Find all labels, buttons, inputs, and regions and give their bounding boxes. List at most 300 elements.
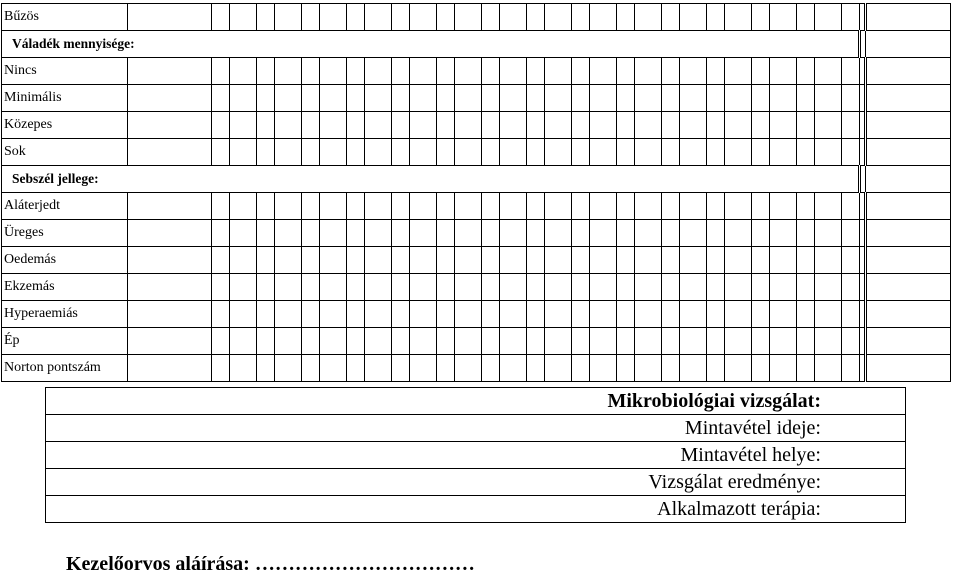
grid-cell[interactable] [527,4,545,31]
grid-cell[interactable] [815,4,842,31]
grid-cell[interactable] [128,328,212,355]
grid-cell[interactable] [590,193,617,220]
grid-cell[interactable] [725,85,752,112]
grid-cell[interactable] [572,139,590,166]
grid-cell[interactable] [866,328,951,355]
grid-cell[interactable] [680,247,707,274]
grid-cell[interactable] [212,247,230,274]
grid-cell[interactable] [635,355,662,382]
grid-cell[interactable] [635,58,662,85]
grid-cell[interactable] [842,193,860,220]
grid-cell[interactable] [212,328,230,355]
grid-cell[interactable] [770,247,797,274]
grid-cell[interactable] [437,85,455,112]
grid-cell[interactable] [410,85,437,112]
grid-cell[interactable] [635,328,662,355]
grid-cell[interactable] [128,58,212,85]
grid-cell[interactable] [392,112,410,139]
grid-cell[interactable] [275,274,302,301]
grid-cell[interactable] [455,274,482,301]
grid-cell[interactable] [230,274,257,301]
grid-cell[interactable] [347,58,365,85]
grid-cell[interactable] [635,85,662,112]
grid-cell[interactable] [770,112,797,139]
grid-cell[interactable] [635,301,662,328]
grid-cell[interactable] [527,112,545,139]
grid-cell[interactable] [320,328,347,355]
grid-cell[interactable] [725,220,752,247]
grid-cell[interactable] [455,4,482,31]
grid-cell[interactable] [500,355,527,382]
grid-cell[interactable] [320,193,347,220]
grid-cell[interactable] [437,193,455,220]
grid-cell[interactable] [128,220,212,247]
grid-cell[interactable] [455,58,482,85]
grid-cell[interactable] [590,247,617,274]
grid-cell[interactable] [527,85,545,112]
grid-cell[interactable] [365,4,392,31]
grid-cell[interactable] [257,139,275,166]
grid-cell[interactable] [707,301,725,328]
grid-cell[interactable] [437,112,455,139]
grid-cell[interactable] [797,328,815,355]
grid-cell[interactable] [320,274,347,301]
grid-cell[interactable] [275,4,302,31]
grid-cell[interactable] [617,355,635,382]
grid-cell[interactable] [347,85,365,112]
grid-cell[interactable] [275,85,302,112]
grid-cell[interactable] [347,247,365,274]
grid-cell[interactable] [302,139,320,166]
grid-cell[interactable] [365,355,392,382]
grid-cell[interactable] [230,4,257,31]
grid-cell[interactable] [707,220,725,247]
grid-cell[interactable] [320,247,347,274]
grid-cell[interactable] [680,355,707,382]
grid-cell[interactable] [662,355,680,382]
grid-cell[interactable] [617,247,635,274]
grid-cell[interactable] [230,301,257,328]
grid-cell[interactable] [257,85,275,112]
grid-cell[interactable] [866,220,951,247]
grid-cell[interactable] [437,274,455,301]
grid-cell[interactable] [707,58,725,85]
grid-cell[interactable] [302,112,320,139]
grid-cell[interactable] [842,301,860,328]
grid-cell[interactable] [365,220,392,247]
grid-cell[interactable] [455,85,482,112]
grid-cell[interactable] [410,193,437,220]
grid-cell[interactable] [770,58,797,85]
grid-cell[interactable] [500,139,527,166]
grid-cell[interactable] [437,247,455,274]
grid-cell[interactable] [707,193,725,220]
grid-cell[interactable] [392,328,410,355]
grid-cell[interactable] [725,247,752,274]
grid-cell[interactable] [545,247,572,274]
grid-cell[interactable] [866,166,951,193]
grid-cell[interactable] [410,274,437,301]
grid-cell[interactable] [866,193,951,220]
grid-cell[interactable] [302,58,320,85]
grid-cell[interactable] [572,355,590,382]
grid-cell[interactable] [437,139,455,166]
grid-cell[interactable] [230,112,257,139]
grid-cell[interactable] [635,112,662,139]
grid-cell[interactable] [482,274,500,301]
grid-cell[interactable] [725,4,752,31]
grid-cell[interactable] [500,328,527,355]
grid-cell[interactable] [392,4,410,31]
grid-cell[interactable] [455,301,482,328]
grid-cell[interactable] [590,301,617,328]
grid-cell[interactable] [500,58,527,85]
grid-cell[interactable] [212,4,230,31]
grid-cell[interactable] [365,85,392,112]
grid-cell[interactable] [128,301,212,328]
grid-cell[interactable] [815,274,842,301]
grid-cell[interactable] [617,301,635,328]
grid-cell[interactable] [128,139,212,166]
grid-cell[interactable] [590,112,617,139]
grid-cell[interactable] [455,355,482,382]
grid-cell[interactable] [815,301,842,328]
grid-cell[interactable] [866,139,951,166]
grid-cell[interactable] [437,328,455,355]
grid-cell[interactable] [482,193,500,220]
grid-cell[interactable] [275,301,302,328]
grid-cell[interactable] [527,58,545,85]
grid-cell[interactable] [257,58,275,85]
grid-cell[interactable] [707,355,725,382]
grid-cell[interactable] [707,247,725,274]
grid-cell[interactable] [725,355,752,382]
grid-cell[interactable] [257,4,275,31]
grid-cell[interactable] [545,274,572,301]
grid-cell[interactable] [572,301,590,328]
grid-cell[interactable] [347,220,365,247]
grid-cell[interactable] [842,4,860,31]
grid-cell[interactable] [320,301,347,328]
grid-cell[interactable] [797,139,815,166]
grid-cell[interactable] [842,355,860,382]
grid-cell[interactable] [815,355,842,382]
grid-cell[interactable] [302,355,320,382]
grid-cell[interactable] [392,355,410,382]
grid-cell[interactable] [725,139,752,166]
grid-cell[interactable] [500,274,527,301]
grid-cell[interactable] [410,4,437,31]
grid-cell[interactable] [866,301,951,328]
grid-cell[interactable] [662,85,680,112]
grid-cell[interactable] [365,112,392,139]
grid-cell[interactable] [455,193,482,220]
grid-cell[interactable] [527,355,545,382]
grid-cell[interactable] [275,193,302,220]
grid-cell[interactable] [617,274,635,301]
grid-cell[interactable] [752,112,770,139]
grid-cell[interactable] [212,355,230,382]
grid-cell[interactable] [230,193,257,220]
grid-cell[interactable] [842,58,860,85]
grid-cell[interactable] [662,139,680,166]
grid-cell[interactable] [437,220,455,247]
grid-cell[interactable] [815,193,842,220]
grid-cell[interactable] [410,355,437,382]
grid-cell[interactable] [617,112,635,139]
grid-cell[interactable] [680,193,707,220]
grid-cell[interactable] [500,301,527,328]
grid-cell[interactable] [347,328,365,355]
grid-cell[interactable] [302,220,320,247]
grid-cell[interactable] [437,301,455,328]
grid-cell[interactable] [866,4,951,31]
grid-cell[interactable] [545,85,572,112]
grid-cell[interactable] [842,112,860,139]
grid-cell[interactable] [752,274,770,301]
grid-cell[interactable] [347,355,365,382]
grid-cell[interactable] [866,85,951,112]
grid-cell[interactable] [545,58,572,85]
grid-cell[interactable] [842,220,860,247]
grid-cell[interactable] [680,274,707,301]
grid-cell[interactable] [797,193,815,220]
grid-cell[interactable] [635,4,662,31]
grid-cell[interactable] [572,85,590,112]
grid-cell[interactable] [815,328,842,355]
grid-cell[interactable] [392,301,410,328]
grid-cell[interactable] [590,85,617,112]
grid-cell[interactable] [770,328,797,355]
grid-cell[interactable] [455,328,482,355]
grid-cell[interactable] [302,85,320,112]
grid-cell[interactable] [230,328,257,355]
grid-cell[interactable] [128,355,212,382]
grid-cell[interactable] [392,58,410,85]
grid-cell[interactable] [662,301,680,328]
grid-cell[interactable] [212,193,230,220]
grid-cell[interactable] [302,301,320,328]
grid-cell[interactable] [482,220,500,247]
grid-cell[interactable] [320,4,347,31]
grid-cell[interactable] [410,139,437,166]
grid-cell[interactable] [482,85,500,112]
grid-cell[interactable] [680,4,707,31]
grid-cell[interactable] [590,4,617,31]
grid-cell[interactable] [635,247,662,274]
grid-cell[interactable] [815,247,842,274]
grid-cell[interactable] [482,355,500,382]
grid-cell[interactable] [662,274,680,301]
grid-cell[interactable] [797,301,815,328]
sampling-time-field[interactable]: Mintavétel ideje: [46,415,906,442]
grid-cell[interactable] [275,58,302,85]
grid-cell[interactable] [365,328,392,355]
grid-cell[interactable] [320,139,347,166]
grid-cell[interactable] [275,355,302,382]
applied-therapy-field[interactable]: Alkalmazott terápia: [46,496,906,523]
grid-cell[interactable] [590,328,617,355]
grid-cell[interactable] [437,4,455,31]
grid-cell[interactable] [410,112,437,139]
grid-cell[interactable] [275,220,302,247]
grid-cell[interactable] [752,85,770,112]
grid-cell[interactable] [617,139,635,166]
grid-cell[interactable] [410,301,437,328]
grid-cell[interactable] [662,193,680,220]
grid-cell[interactable] [527,193,545,220]
grid-cell[interactable] [815,58,842,85]
grid-cell[interactable] [257,112,275,139]
grid-cell[interactable] [230,355,257,382]
grid-cell[interactable] [212,301,230,328]
grid-cell[interactable] [455,247,482,274]
grid-cell[interactable] [770,301,797,328]
grid-cell[interactable] [545,139,572,166]
grid-cell[interactable] [662,247,680,274]
grid-cell[interactable] [320,58,347,85]
grid-cell[interactable] [410,220,437,247]
grid-cell[interactable] [866,58,951,85]
grid-cell[interactable] [617,220,635,247]
grid-cell[interactable] [707,274,725,301]
grid-cell[interactable] [707,85,725,112]
grid-cell[interactable] [320,112,347,139]
grid-cell[interactable] [257,355,275,382]
grid-cell[interactable] [392,139,410,166]
grid-cell[interactable] [392,193,410,220]
grid-cell[interactable] [275,112,302,139]
grid-cell[interactable] [725,274,752,301]
grid-cell[interactable] [302,247,320,274]
grid-cell[interactable] [815,112,842,139]
grid-cell[interactable] [617,58,635,85]
grid-cell[interactable] [347,274,365,301]
grid-cell[interactable] [212,112,230,139]
grid-cell[interactable] [128,247,212,274]
grid-cell[interactable] [617,328,635,355]
grid-cell[interactable] [662,58,680,85]
grid-cell[interactable] [635,220,662,247]
grid-cell[interactable] [707,112,725,139]
grid-cell[interactable] [527,328,545,355]
grid-cell[interactable] [410,58,437,85]
grid-cell[interactable] [752,193,770,220]
grid-cell[interactable] [680,85,707,112]
grid-cell[interactable] [482,4,500,31]
grid-cell[interactable] [365,247,392,274]
grid-cell[interactable] [617,85,635,112]
signature-line[interactable]: …………………………… [254,553,475,575]
grid-cell[interactable] [392,274,410,301]
grid-cell[interactable] [257,274,275,301]
grid-cell[interactable] [545,328,572,355]
grid-cell[interactable] [392,220,410,247]
grid-cell[interactable] [797,274,815,301]
grid-cell[interactable] [527,220,545,247]
grid-cell[interactable] [590,139,617,166]
grid-cell[interactable] [572,4,590,31]
grid-cell[interactable] [455,139,482,166]
grid-cell[interactable] [527,274,545,301]
test-result-field[interactable]: Vizsgálat eredménye: [46,469,906,496]
grid-cell[interactable] [797,355,815,382]
grid-cell[interactable] [590,355,617,382]
grid-cell[interactable] [257,220,275,247]
grid-cell[interactable] [482,58,500,85]
grid-cell[interactable] [725,328,752,355]
grid-cell[interactable] [257,301,275,328]
grid-cell[interactable] [725,193,752,220]
grid-cell[interactable] [752,328,770,355]
grid-cell[interactable] [815,139,842,166]
grid-cell[interactable] [365,274,392,301]
grid-cell[interactable] [752,247,770,274]
grid-cell[interactable] [347,301,365,328]
grid-cell[interactable] [302,4,320,31]
grid-cell[interactable] [527,247,545,274]
grid-cell[interactable] [392,85,410,112]
grid-cell[interactable] [392,247,410,274]
grid-cell[interactable] [320,355,347,382]
grid-cell[interactable] [545,355,572,382]
grid-cell[interactable] [725,58,752,85]
grid-cell[interactable] [212,220,230,247]
grid-cell[interactable] [257,193,275,220]
grid-cell[interactable] [302,274,320,301]
grid-cell[interactable] [437,58,455,85]
grid-cell[interactable] [797,85,815,112]
grid-cell[interactable] [680,220,707,247]
grid-cell[interactable] [128,274,212,301]
grid-cell[interactable] [482,328,500,355]
grid-cell[interactable] [572,58,590,85]
grid-cell[interactable] [770,4,797,31]
grid-cell[interactable] [320,220,347,247]
grid-cell[interactable] [365,301,392,328]
grid-cell[interactable] [545,301,572,328]
grid-cell[interactable] [257,328,275,355]
grid-cell[interactable] [572,328,590,355]
grid-cell[interactable] [797,247,815,274]
grid-cell[interactable] [572,247,590,274]
grid-cell[interactable] [815,220,842,247]
grid-cell[interactable] [275,247,302,274]
grid-cell[interactable] [128,85,212,112]
grid-cell[interactable] [866,247,951,274]
grid-cell[interactable] [590,58,617,85]
grid-cell[interactable] [635,274,662,301]
grid-cell[interactable] [572,274,590,301]
grid-cell[interactable] [257,247,275,274]
grid-cell[interactable] [842,274,860,301]
grid-cell[interactable] [302,328,320,355]
grid-cell[interactable] [500,4,527,31]
grid-cell[interactable] [527,139,545,166]
grid-cell[interactable] [347,4,365,31]
grid-cell[interactable] [797,4,815,31]
grid-cell[interactable] [128,4,212,31]
grid-cell[interactable] [545,4,572,31]
grid-cell[interactable] [410,247,437,274]
grid-cell[interactable] [275,328,302,355]
grid-cell[interactable] [365,193,392,220]
grid-cell[interactable] [128,112,212,139]
grid-cell[interactable] [347,112,365,139]
grid-cell[interactable] [572,112,590,139]
grid-cell[interactable] [680,139,707,166]
grid-cell[interactable] [770,139,797,166]
